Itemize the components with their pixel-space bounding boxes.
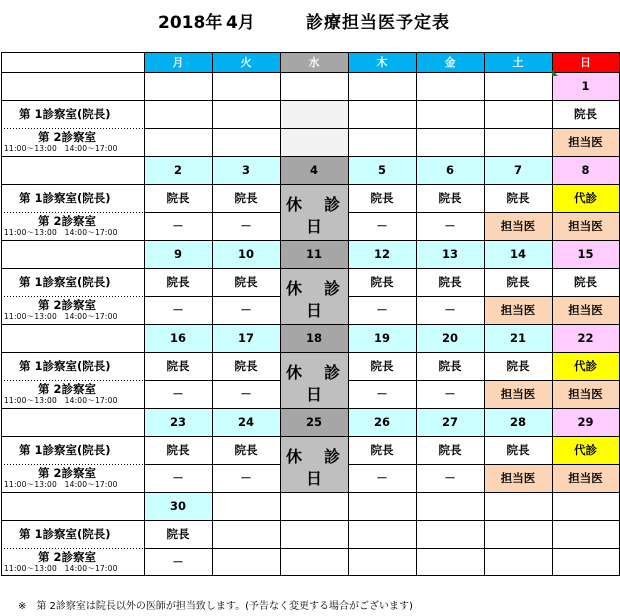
header-corner (1, 52, 144, 72)
room2-label-name: 第 2診察室 (38, 298, 97, 312)
corner-marker-icon (552, 70, 558, 76)
room2-hours: 11:00～13:00 14:00～17:00 (4, 144, 118, 153)
room1-cell (212, 520, 280, 548)
date-cell: 21 (484, 324, 552, 352)
room1-cell (416, 520, 484, 548)
date-row-label (1, 324, 144, 352)
date-cell: 29 (552, 408, 619, 436)
room2-cell: － (376, 387, 388, 401)
date-cell: 24 (212, 408, 280, 436)
closed-day-char: 休 (286, 195, 303, 214)
room1-label: 第 1診察室(院長) (19, 443, 111, 457)
date-cell: 12 (348, 240, 416, 268)
closed-day-char: 診 (324, 279, 341, 298)
room1-cell (552, 520, 619, 548)
room2-label-name: 第 2診察室 (38, 466, 97, 480)
date-row-label (1, 72, 144, 100)
room2-cell: － (172, 471, 184, 485)
closed-day-char: 日 (306, 385, 323, 404)
weekday-header-1: 火 (212, 52, 280, 72)
room2-cell (144, 128, 212, 156)
date-cell: 1 (552, 72, 619, 100)
date-cell: 17 (212, 324, 280, 352)
title-month: 4月 (226, 13, 255, 33)
date-cell (212, 492, 280, 520)
room2-cell: － (172, 219, 184, 233)
room2-cell (348, 548, 416, 576)
room1-cell (280, 100, 348, 128)
weekday-header-5: 土 (484, 52, 552, 72)
room1-cell (212, 100, 280, 128)
room2-cell (416, 548, 484, 576)
date-cell: 28 (484, 408, 552, 436)
date-cell: 30 (144, 492, 212, 520)
date-cell (280, 492, 348, 520)
closed-day-char: 休 (286, 447, 303, 466)
room1-cell: 院長 (438, 191, 462, 205)
room1-cell (416, 100, 484, 128)
room2-cell (416, 128, 484, 156)
room1-cell: 院長 (234, 275, 258, 289)
date-cell: 23 (144, 408, 212, 436)
room2-cell (484, 548, 552, 576)
date-cell: 5 (348, 156, 416, 184)
room1-cell: 院長 (370, 443, 394, 457)
room2-cell: 担当医 (484, 464, 552, 492)
room1-cell: 院長 (506, 275, 530, 289)
room1-cell: 院長 (370, 191, 394, 205)
date-cell (416, 492, 484, 520)
room2-cell: － (376, 471, 388, 485)
room2-label-name: 第 2診察室 (38, 130, 97, 144)
room2-cell: 担当医 (484, 296, 552, 324)
room1-label: 第 1診察室(院長) (19, 191, 111, 205)
room1-cell: 院長 (166, 191, 190, 205)
room2-cell (212, 548, 280, 576)
room2-cell (552, 548, 619, 576)
date-cell (484, 492, 552, 520)
closed-day-char: 休 (286, 363, 303, 382)
date-cell: 2 (144, 156, 212, 184)
room2-cell: 担当医 (552, 212, 619, 240)
room2-hours: 11:00～13:00 14:00～17:00 (4, 312, 118, 321)
room2-hours: 11:00～13:00 14:00～17:00 (4, 480, 118, 489)
room1-cell: 代診 (552, 184, 619, 212)
date-cell: 16 (144, 324, 212, 352)
room1-cell: 院長 (370, 275, 394, 289)
room2-cell: － (444, 471, 456, 485)
date-cell: 4 (280, 156, 348, 184)
date-cell: 13 (416, 240, 484, 268)
date-cell: 9 (144, 240, 212, 268)
room1-cell: 代診 (552, 436, 619, 464)
date-cell: 3 (212, 156, 280, 184)
closed-day-block (280, 436, 348, 492)
room1-cell: 院長 (234, 443, 258, 457)
room2-label-name: 第 2診察室 (38, 214, 97, 228)
room2-cell: － (240, 303, 252, 317)
date-cell (484, 72, 552, 100)
room2-label (1, 212, 144, 240)
room2-cell (280, 128, 348, 156)
closed-day-block (280, 184, 348, 240)
room2-cell: － (444, 387, 456, 401)
closed-day-block (280, 268, 348, 324)
closed-day-char: 診 (324, 195, 341, 214)
room1-cell: 院長 (234, 359, 258, 373)
closed-day-char: 診 (324, 447, 341, 466)
date-cell: 26 (348, 408, 416, 436)
title-year: 2018年 (158, 13, 223, 33)
room2-label (1, 380, 144, 408)
room1-label: 第 1診察室(院長) (19, 107, 111, 121)
room1-cell: 院長 (506, 443, 530, 457)
room2-label (1, 128, 144, 156)
weekday-header-2: 水 (280, 52, 348, 72)
room2-cell: － (240, 387, 252, 401)
room2-cell: 担当医 (552, 464, 619, 492)
footnote: ※ 第 2診察室は院長以外の医師が担当致します。(予告なく変更する場合がございます) (18, 601, 413, 612)
title-text: 診療担当医予定表 (306, 13, 450, 33)
date-cell: 8 (552, 156, 619, 184)
date-cell: 22 (552, 324, 619, 352)
room1-cell: 院長 (506, 191, 530, 205)
room2-cell: － (240, 471, 252, 485)
date-cell: 18 (280, 324, 348, 352)
date-row-label (1, 408, 144, 436)
room2-cell: － (376, 303, 388, 317)
room2-cell: 担当医 (552, 296, 619, 324)
date-row-label (1, 492, 144, 520)
room2-cell (280, 548, 348, 576)
date-cell (212, 72, 280, 100)
room1-cell: 院長 (166, 359, 190, 373)
date-row-label (1, 156, 144, 184)
room2-label-name: 第 2診察室 (38, 550, 97, 564)
date-cell (348, 72, 416, 100)
date-cell: 19 (348, 324, 416, 352)
room1-cell: 院長 (166, 527, 190, 541)
date-cell: 10 (212, 240, 280, 268)
date-cell: 25 (280, 408, 348, 436)
room1-cell (144, 100, 212, 128)
closed-day-char: 診 (324, 363, 341, 382)
room2-cell (212, 128, 280, 156)
room2-label (1, 464, 144, 492)
room2-cell: － (172, 303, 184, 317)
closed-day-block (280, 352, 348, 408)
room1-cell: 院長 (438, 443, 462, 457)
room1-cell: 院長 (234, 191, 258, 205)
closed-day-char: 日 (306, 217, 323, 236)
date-cell: 11 (280, 240, 348, 268)
date-cell (348, 492, 416, 520)
room2-cell: 担当医 (552, 128, 619, 156)
date-cell: 7 (484, 156, 552, 184)
room1-cell: 院長 (506, 359, 530, 373)
room2-cell: － (240, 219, 252, 233)
room2-hours: 11:00～13:00 14:00～17:00 (4, 396, 118, 405)
date-cell (552, 492, 619, 520)
room1-label: 第 1診察室(院長) (19, 275, 111, 289)
room2-label (1, 296, 144, 324)
date-cell (416, 72, 484, 100)
weekday-header-3: 木 (348, 52, 416, 72)
room2-hours: 11:00～13:00 14:00～17:00 (4, 228, 118, 237)
date-cell (144, 72, 212, 100)
date-cell: 20 (416, 324, 484, 352)
room2-cell: 担当医 (552, 380, 619, 408)
date-cell: 14 (484, 240, 552, 268)
room1-cell: 院長 (166, 275, 190, 289)
room2-cell: － (172, 555, 184, 569)
closed-day-char: 日 (306, 469, 323, 488)
closed-day-char: 休 (286, 279, 303, 298)
closed-day-char: 日 (306, 301, 323, 320)
room2-cell (348, 128, 416, 156)
room1-cell: 院長 (574, 107, 597, 121)
room2-cell: － (444, 219, 456, 233)
room1-cell (484, 100, 552, 128)
room1-cell (280, 520, 348, 548)
room1-cell: 代診 (552, 352, 619, 380)
room2-cell: － (376, 219, 388, 233)
room2-cell (484, 128, 552, 156)
room2-cell: － (172, 387, 184, 401)
date-cell: 15 (552, 240, 619, 268)
room1-cell: 院長 (438, 359, 462, 373)
room2-hours: 11:00～13:00 14:00～17:00 (4, 564, 118, 573)
room2-label-name: 第 2診察室 (38, 382, 97, 396)
room2-cell: 担当医 (484, 380, 552, 408)
room1-cell (484, 520, 552, 548)
date-cell: 27 (416, 408, 484, 436)
date-row-label (1, 240, 144, 268)
room1-cell: 院長 (438, 275, 462, 289)
date-cell: 6 (416, 156, 484, 184)
weekday-header-6: 日 (552, 52, 619, 72)
date-cell (280, 72, 348, 100)
room2-cell: － (444, 303, 456, 317)
weekday-header-0: 月 (144, 52, 212, 72)
room1-cell: 院長 (370, 359, 394, 373)
weekday-header-4: 金 (416, 52, 484, 72)
room2-label (1, 548, 144, 576)
room1-cell: 院長 (574, 275, 597, 289)
room1-cell (348, 100, 416, 128)
room1-cell: 院長 (166, 443, 190, 457)
room2-cell: 担当医 (484, 212, 552, 240)
schedule-table (0, 52, 620, 594)
room1-cell (348, 520, 416, 548)
room1-label: 第 1診察室(院長) (19, 527, 111, 541)
room1-label: 第 1診察室(院長) (19, 359, 111, 373)
